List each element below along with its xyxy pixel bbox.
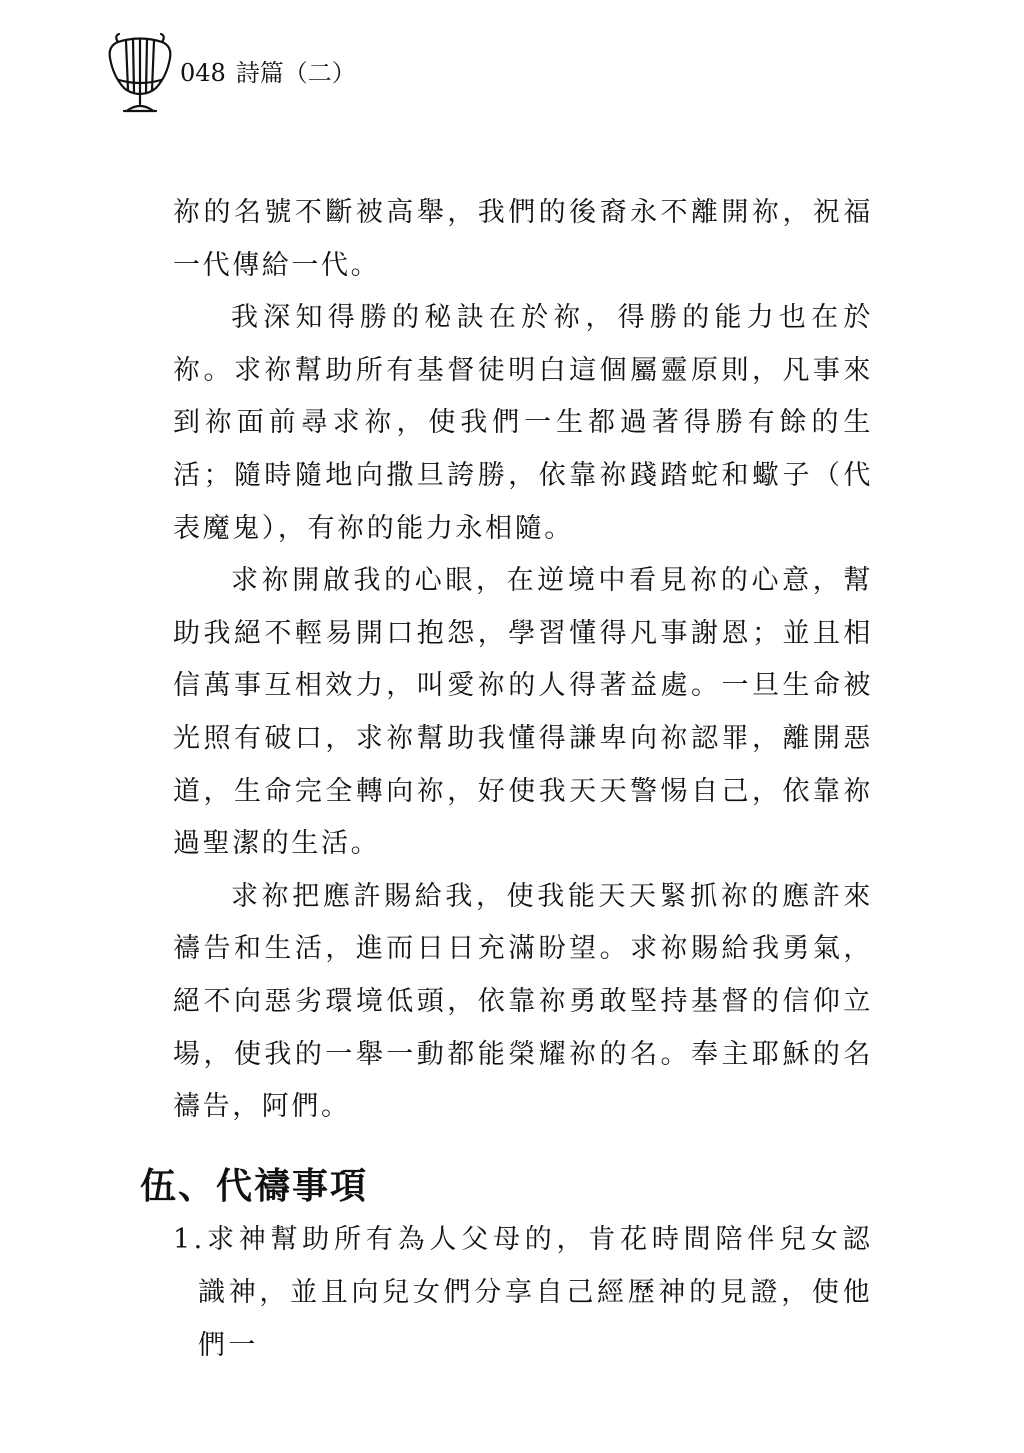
book-title: 詩篇（二） <box>235 59 356 87</box>
running-header <box>180 58 356 88</box>
section-heading: 伍、代禱事項 <box>140 1165 369 1207</box>
paragraph: 祢的名號不斷被高舉，我們的後裔永不離開祢，祝福一代傳給一代。 <box>173 197 873 281</box>
prayer-item: 1.求神幫助所有為人父母的，肯花時間陪伴兒女認識神，並且向兒女們分享自己經歷神的見證，使他們一 <box>173 1224 873 1361</box>
prayer-body <box>173 187 873 1134</box>
paragraph: 求祢開啟我的心眼，在逆境中看見祢的心意，幫助我絕不輕易開口抱怨，學習懂得凡事謝恩；並且相信萬事互相效力，叫愛祢的人得著益處。一旦生命被光照有破口，求祢幫助我懂得謙卑向祢認罪，離開惡道，生命完全轉向祢，好使我天天警惕自己，依靠祢過聖潔的生活。 <box>173 565 873 860</box>
lyre-icon <box>104 30 176 116</box>
paragraph: 我深知得勝的秘訣在於祢，得勝的能力也在於祢。求祢幫助所有基督徒明白這個屬靈原則，凡事來到祢面前尋求祢，使我們一生都過著得勝有餘的生活；隨時隨地向撒旦誇勝，依靠祢踐踏蛇和蠍子（代表魔鬼），有祢的能力永相隨。 <box>173 302 873 544</box>
page-number: 048 <box>180 59 226 87</box>
paragraph: 求祢把應許賜給我，使我能天天緊抓祢的應許來禱告和生活，進而日日充滿盼望。求祢賜給我勇氣，絕不向惡劣環境低頭，依靠祢勇敢堅持基督的信仰立場，使我的一舉一動都能榮耀祢的名。奉主耶穌的名禱告，阿們。 <box>173 880 873 1123</box>
page-header <box>104 30 356 120</box>
prayer-items-list <box>173 1213 873 1372</box>
